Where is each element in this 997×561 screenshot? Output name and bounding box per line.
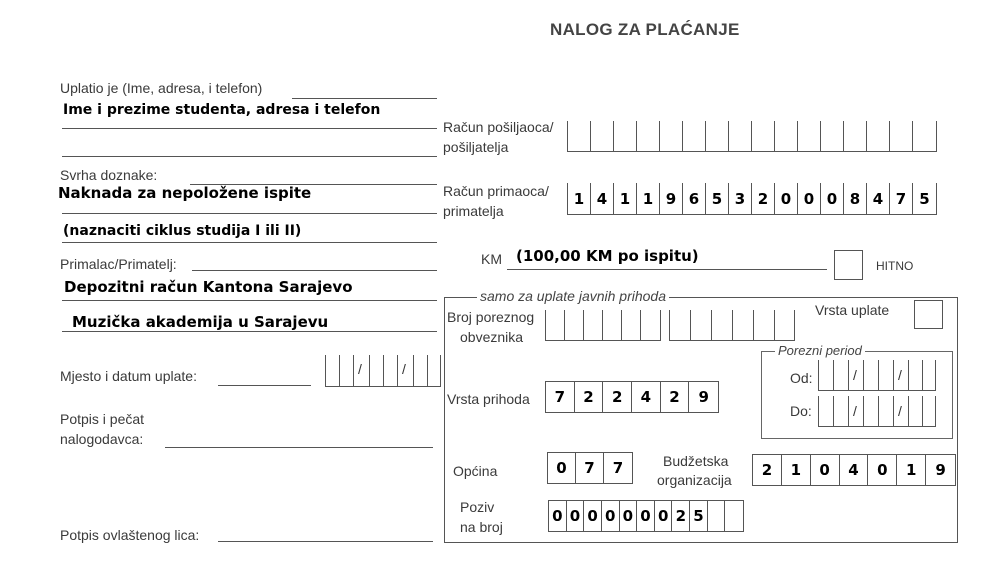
recipient-value-1[interactable]: Depozitni račun Kantona Sarajevo	[64, 278, 353, 296]
tax-number-label-2: obveznika	[460, 329, 524, 345]
to-slash-1: /	[853, 403, 857, 419]
from-label: Od:	[790, 370, 813, 386]
form-title: NALOG ZA PLAĆANJE	[550, 20, 740, 39]
tax-number-label-1: Broj poreznog	[447, 309, 535, 325]
budget-org-boxes[interactable]	[752, 454, 956, 486]
tax-period-legend: Porezni period	[775, 343, 865, 358]
reference-digit[interactable]: 0	[637, 501, 655, 531]
recipient-account-digit[interactable]: 2	[752, 183, 775, 214]
public-legend: samo za uplate javnih prihoda	[477, 288, 669, 304]
reference-boxes[interactable]	[548, 500, 744, 532]
municipality-digit[interactable]: 7	[576, 453, 604, 483]
recipient-account-digit[interactable]: 0	[798, 183, 821, 214]
currency-label: KM	[481, 251, 502, 267]
reference-digit[interactable]	[725, 501, 743, 531]
recipient-account-digit[interactable]: 1	[568, 183, 591, 214]
payment-type-box[interactable]	[914, 300, 943, 329]
recipient-account-digit[interactable]: 0	[821, 183, 844, 214]
recipient-account-boxes[interactable]	[567, 183, 937, 215]
revenue-type-digit[interactable]: 2	[603, 382, 632, 412]
reference-label-2: na broj	[460, 519, 503, 535]
date-boxes[interactable]	[325, 355, 441, 387]
urgent-label: HITNO	[876, 259, 914, 273]
municipality-digit[interactable]: 0	[548, 453, 576, 483]
from-date-boxes[interactable]	[818, 360, 936, 391]
budget-org-label-1: Budžetska	[663, 453, 729, 469]
payer-value[interactable]: Ime i prezime studenta, adresa i telefon	[63, 102, 381, 118]
reference-digit[interactable]: 0	[584, 501, 602, 531]
budget-org-digit[interactable]: 2	[753, 455, 782, 485]
purpose-line-3	[62, 242, 437, 243]
signature-payer-line[interactable]	[165, 447, 433, 448]
reference-digit[interactable]: 5	[690, 501, 708, 531]
budget-org-digit[interactable]: 4	[840, 455, 869, 485]
budget-org-digit[interactable]: 0	[868, 455, 897, 485]
recipient-account-digit[interactable]: 4	[591, 183, 614, 214]
recipient-account-label-1: Račun primaoca/	[443, 183, 549, 199]
recipient-account-digit[interactable]: 5	[706, 183, 729, 214]
revenue-type-digit[interactable]: 9	[698, 388, 709, 406]
tax-number-boxes[interactable]	[545, 310, 795, 340]
signature-payer-label-2: nalogodavca:	[60, 431, 144, 447]
purpose-label: Svrha doznake:	[60, 167, 158, 183]
purpose-value-1[interactable]: Naknada za nepoložene ispite	[58, 184, 312, 202]
municipality-label: Općina	[453, 463, 498, 479]
to-date-boxes[interactable]	[818, 396, 936, 427]
date-slash-2: /	[402, 361, 406, 377]
recipient-account-digit[interactable]: 6	[683, 183, 706, 214]
revenue-type-digit[interactable]: 7	[546, 382, 575, 412]
recipient-line	[192, 270, 437, 271]
recipient-line-2	[62, 300, 437, 301]
recipient-account-digit[interactable]: 8	[844, 183, 867, 214]
revenue-type-digit[interactable]: 2	[575, 382, 604, 412]
recipient-account-digit[interactable]: 9	[660, 183, 683, 214]
place-date-label: Mjesto i datum uplate:	[60, 368, 197, 384]
payer-line	[292, 98, 437, 99]
reference-digit[interactable]	[708, 501, 726, 531]
budget-org-label-2: organizacija	[657, 472, 732, 488]
reference-digit[interactable]: 0	[602, 501, 620, 531]
recipient-account-digit[interactable]: 1	[637, 183, 660, 214]
from-slash-2: /	[898, 367, 902, 383]
to-label: Do:	[790, 403, 812, 419]
sender-account-label-2: pošiljatelja	[443, 139, 509, 155]
municipality-digit[interactable]: 7	[612, 459, 624, 477]
recipient-account-digit[interactable]: 5	[919, 189, 930, 208]
reference-digit[interactable]: 2	[672, 501, 690, 531]
signature-official-line[interactable]	[218, 541, 433, 542]
recipient-value-2[interactable]: Muzička akademija u Sarajevu	[72, 313, 329, 331]
purpose-value-2[interactable]: (naznaciti ciklus studija I ili II)	[63, 223, 302, 239]
reference-digit[interactable]: 0	[620, 501, 638, 531]
reference-digit[interactable]: 0	[567, 501, 585, 531]
revenue-type-label: Vrsta prihoda	[447, 391, 530, 407]
reference-digit[interactable]: 0	[549, 501, 567, 531]
date-slash-1: /	[358, 361, 362, 377]
revenue-type-digit[interactable]: 4	[632, 382, 661, 412]
recipient-account-digit[interactable]: 0	[775, 183, 798, 214]
place-line[interactable]	[218, 385, 311, 386]
payer-line-3	[62, 156, 437, 157]
amount-line[interactable]	[507, 269, 827, 270]
budget-org-digit[interactable]: 1	[782, 455, 811, 485]
recipient-account-digit[interactable]: 1	[614, 183, 637, 214]
from-slash-1: /	[853, 367, 857, 383]
recipient-account-label-2: primatelja	[443, 203, 504, 219]
signature-payer-label-1: Potpis i pečat	[60, 411, 145, 427]
recipient-account-digit[interactable]: 7	[890, 183, 913, 214]
signature-official-label: Potpis ovlaštenog lica:	[60, 527, 200, 543]
payer-line-2	[62, 128, 437, 129]
recipient-label: Primalac/Primatelj:	[60, 256, 177, 272]
recipient-line-3	[62, 331, 437, 332]
recipient-account-digit[interactable]: 4	[867, 183, 890, 214]
revenue-type-boxes[interactable]	[545, 381, 719, 413]
revenue-type-digit[interactable]: 2	[661, 382, 690, 412]
purpose-line-2	[62, 213, 437, 214]
municipality-boxes[interactable]	[547, 452, 633, 484]
recipient-account-digit[interactable]: 3	[729, 183, 752, 214]
sender-account-boxes[interactable]	[567, 121, 937, 152]
reference-digit[interactable]: 0	[655, 501, 673, 531]
urgent-checkbox[interactable]	[834, 250, 863, 280]
reference-label-1: Poziv	[460, 499, 495, 515]
amount-value[interactable]: (100,00 KM po ispitu)	[516, 247, 699, 265]
budget-org-digit[interactable]: 0	[811, 455, 840, 485]
payer-label: Uplatio je (Ime, adresa, i telefon)	[60, 80, 263, 96]
sender-account-label-1: Račun pošiljaoca/	[443, 119, 554, 135]
budget-org-digit[interactable]: 9	[935, 461, 946, 479]
to-slash-2: /	[898, 403, 902, 419]
payment-type-label: Vrsta uplate	[815, 302, 890, 318]
budget-org-digit[interactable]: 1	[897, 455, 926, 485]
